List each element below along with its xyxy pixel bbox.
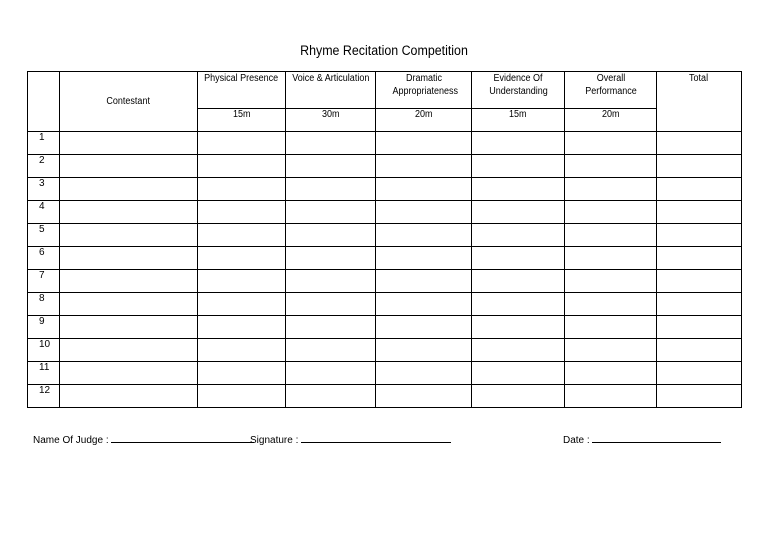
score-cell[interactable] [286, 178, 376, 201]
score-cell[interactable] [376, 339, 472, 362]
score-cell[interactable] [376, 316, 472, 339]
score-cell[interactable] [198, 270, 286, 293]
score-cell[interactable] [472, 385, 565, 408]
criterion-marks: 15m [472, 109, 565, 132]
score-cell[interactable] [472, 155, 565, 178]
total-cell[interactable] [657, 132, 742, 155]
score-cell[interactable] [376, 178, 472, 201]
score-cell[interactable] [286, 362, 376, 385]
contestant-cell[interactable] [60, 316, 198, 339]
score-cell[interactable] [376, 362, 472, 385]
score-cell[interactable] [472, 362, 565, 385]
judge-name-line[interactable] [111, 433, 254, 443]
total-cell[interactable] [657, 224, 742, 247]
table-row [28, 270, 742, 293]
score-cell[interactable] [472, 132, 565, 155]
total-cell[interactable] [657, 178, 742, 201]
score-cell[interactable] [565, 224, 657, 247]
total-cell[interactable] [657, 316, 742, 339]
score-cell[interactable] [376, 247, 472, 270]
score-cell[interactable] [198, 155, 286, 178]
total-cell[interactable] [657, 362, 742, 385]
table-row [28, 293, 742, 316]
score-cell[interactable] [472, 316, 565, 339]
score-cell[interactable] [198, 178, 286, 201]
score-cell[interactable] [198, 339, 286, 362]
contestant-cell[interactable] [60, 224, 198, 247]
score-cell[interactable] [472, 224, 565, 247]
score-cell[interactable] [565, 293, 657, 316]
row-number: 12 [28, 385, 60, 408]
score-cell[interactable] [472, 247, 565, 270]
judge-label: Name Of Judge : [33, 435, 109, 446]
number-column-header [28, 72, 60, 132]
total-cell[interactable] [657, 201, 742, 224]
score-cell[interactable] [286, 316, 376, 339]
criterion-header: Physical Presence [198, 72, 286, 109]
total-cell[interactable] [657, 270, 742, 293]
score-cell[interactable] [198, 316, 286, 339]
row-number: 3 [28, 178, 60, 201]
date-line[interactable] [592, 433, 721, 443]
table-row [28, 155, 742, 178]
score-cell[interactable] [286, 385, 376, 408]
score-cell[interactable] [198, 293, 286, 316]
row-number: 4 [28, 201, 60, 224]
row-number: 11 [28, 362, 60, 385]
contestant-cell[interactable] [60, 362, 198, 385]
score-rows [28, 132, 742, 408]
total-cell[interactable] [657, 339, 742, 362]
score-cell[interactable] [565, 178, 657, 201]
score-cell[interactable] [198, 247, 286, 270]
score-cell[interactable] [286, 339, 376, 362]
score-cell[interactable] [565, 132, 657, 155]
table-row [28, 224, 742, 247]
table-row [28, 132, 742, 155]
criterion-header: Dramatic Appropriateness [376, 72, 472, 109]
contestant-cell[interactable] [60, 132, 198, 155]
score-table [27, 71, 742, 408]
total-cell[interactable] [657, 293, 742, 316]
score-cell[interactable] [198, 132, 286, 155]
score-cell[interactable] [472, 293, 565, 316]
table-row [28, 385, 742, 408]
contestant-cell[interactable] [60, 155, 198, 178]
score-cell[interactable] [286, 224, 376, 247]
score-cell[interactable] [472, 270, 565, 293]
score-cell[interactable] [376, 155, 472, 178]
row-number: 8 [28, 293, 60, 316]
score-cell[interactable] [472, 339, 565, 362]
score-cell[interactable] [472, 201, 565, 224]
score-cell[interactable] [286, 155, 376, 178]
row-number: 6 [28, 247, 60, 270]
contestant-cell[interactable] [60, 178, 198, 201]
row-number: 10 [28, 339, 60, 362]
criterion-header: Overall Performance [565, 72, 657, 109]
header-row [28, 72, 742, 109]
total-column-header: Total [657, 72, 742, 132]
judge-field [33, 433, 254, 446]
contestant-cell[interactable] [60, 247, 198, 270]
signature-line[interactable] [301, 433, 451, 443]
criterion-marks: 15m [198, 109, 286, 132]
score-cell[interactable] [376, 132, 472, 155]
contestant-cell[interactable] [60, 201, 198, 224]
contestant-cell[interactable] [60, 293, 198, 316]
criterion-header: Evidence Of Understanding [472, 72, 565, 109]
contestant-column-header: Contestant [60, 72, 198, 132]
document-title: Rhyme Recitation Competition [300, 43, 468, 58]
score-cell[interactable] [565, 247, 657, 270]
row-number: 2 [28, 155, 60, 178]
row-number: 5 [28, 224, 60, 247]
contestant-cell[interactable] [60, 385, 198, 408]
score-cell[interactable] [565, 316, 657, 339]
total-cell[interactable] [657, 247, 742, 270]
row-number: 1 [28, 132, 60, 155]
contestant-cell[interactable] [60, 339, 198, 362]
score-cell[interactable] [286, 293, 376, 316]
table-row [28, 362, 742, 385]
table-row [28, 316, 742, 339]
date-field [563, 433, 721, 446]
score-cell[interactable] [286, 247, 376, 270]
criterion-marks: 20m [376, 109, 472, 132]
score-cell[interactable] [472, 178, 565, 201]
table-row [28, 201, 742, 224]
total-cell[interactable] [657, 155, 742, 178]
score-cell[interactable] [198, 224, 286, 247]
row-number: 9 [28, 316, 60, 339]
table-row [28, 247, 742, 270]
date-label: Date : [563, 435, 590, 446]
score-cell[interactable] [286, 270, 376, 293]
signature-field [250, 433, 451, 446]
score-cell[interactable] [376, 293, 472, 316]
score-cell[interactable] [376, 201, 472, 224]
contestant-cell[interactable] [60, 270, 198, 293]
score-cell[interactable] [286, 201, 376, 224]
score-cell[interactable] [376, 385, 472, 408]
criterion-header: Voice & Articulation [286, 72, 376, 109]
criterion-marks: 30m [286, 109, 376, 132]
score-cell[interactable] [565, 339, 657, 362]
score-cell[interactable] [286, 132, 376, 155]
score-cell[interactable] [198, 201, 286, 224]
score-cell[interactable] [376, 224, 472, 247]
score-cell[interactable] [565, 362, 657, 385]
score-cell[interactable] [565, 155, 657, 178]
signature-label: Signature : [250, 435, 299, 446]
row-number: 7 [28, 270, 60, 293]
score-cell[interactable] [565, 385, 657, 408]
score-cell[interactable] [565, 270, 657, 293]
criterion-marks: 20m [565, 109, 657, 132]
score-cell[interactable] [565, 201, 657, 224]
table-row [28, 178, 742, 201]
score-cell[interactable] [198, 362, 286, 385]
table-row [28, 339, 742, 362]
score-cell[interactable] [376, 270, 472, 293]
score-cell[interactable] [198, 385, 286, 408]
total-cell[interactable] [657, 385, 742, 408]
